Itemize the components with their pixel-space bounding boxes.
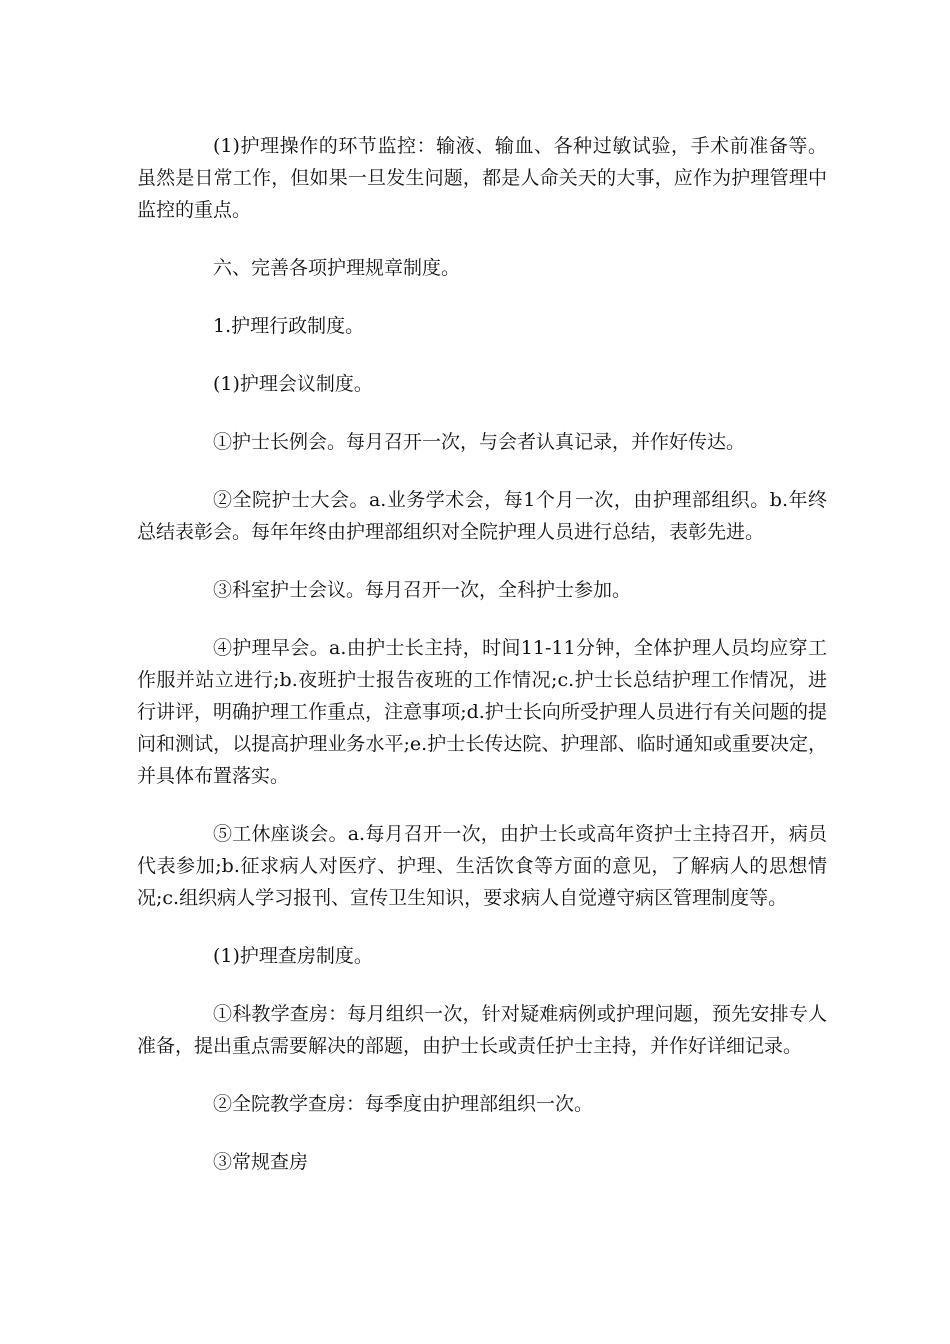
- paragraph-teaching-round: ①科教学查房：每月组织一次，针对疑难病例或护理问题，预先安排专人准备，提出重点需要解决的部题，由护士长或责任护士主持，并作好详细记录。: [137, 1003, 827, 1057]
- heading-section-six: 六、完善各项护理规章制度。: [213, 257, 461, 279]
- heading-meeting-system: (1)护理会议制度。: [213, 373, 373, 395]
- paragraph-hospital-nurse-meeting: ②全院护士大会。a.业务学术会，每1个月一次，由护理部组织。b.年终总结表彰会。每年年终由护理部组织对全院护理人员进行总结，表彰先进。: [137, 489, 827, 543]
- heading-ward-round-system: (1)护理查房制度。: [213, 945, 373, 967]
- heading-admin-system: 1.护理行政制度。: [213, 315, 365, 337]
- paragraph-monitoring: (1)护理操作的环节监控：输液、输血、各种过敏试验，手术前准备等。虽然是日常工作，但如果一旦发生问题，都是人命关天的大事，应作为护理管理中监控的重点。: [137, 135, 827, 221]
- document-page: [137, 130, 827, 1204]
- paragraph-routine-round: ③常规查房: [213, 1151, 309, 1173]
- paragraph-patient-forum: ⑤工休座谈会。a.每月召开一次，由护士长或高年资护士主持召开，病员代表参加;b.征求病人对医疗、护理、生活饮食等方面的意见，了解病人的思想情况;c.组织病人学习报刊、宣传卫生知识，要求病人自觉遵守病区管理制度等。: [137, 823, 827, 909]
- paragraph-department-meeting: ③科室护士会议。每月召开一次，全科护士参加。: [213, 579, 632, 601]
- paragraph-head-nurse-meeting: ①护士长例会。每月召开一次，与会者认真记录，并作好传达。: [213, 431, 746, 453]
- paragraph-morning-meeting: ④护理早会。a.由护士长主持，时间11-11分钟，全体护理人员均应穿工作服并站立进行;b.夜班护士报告夜班的工作情况;c.护士长总结护理工作情况，进行讲评，明确护理工作重点，注意事项;d.护士长向所受护理人员进行有关问题的提问和测试，以提高护理业务水平;e.护士长传达院、护理部、临时通知或重要决定，并具体布置落实。: [137, 637, 827, 787]
- paragraph-hospital-round: ②全院教学查房：每季度由护理部组织一次。: [213, 1093, 594, 1115]
